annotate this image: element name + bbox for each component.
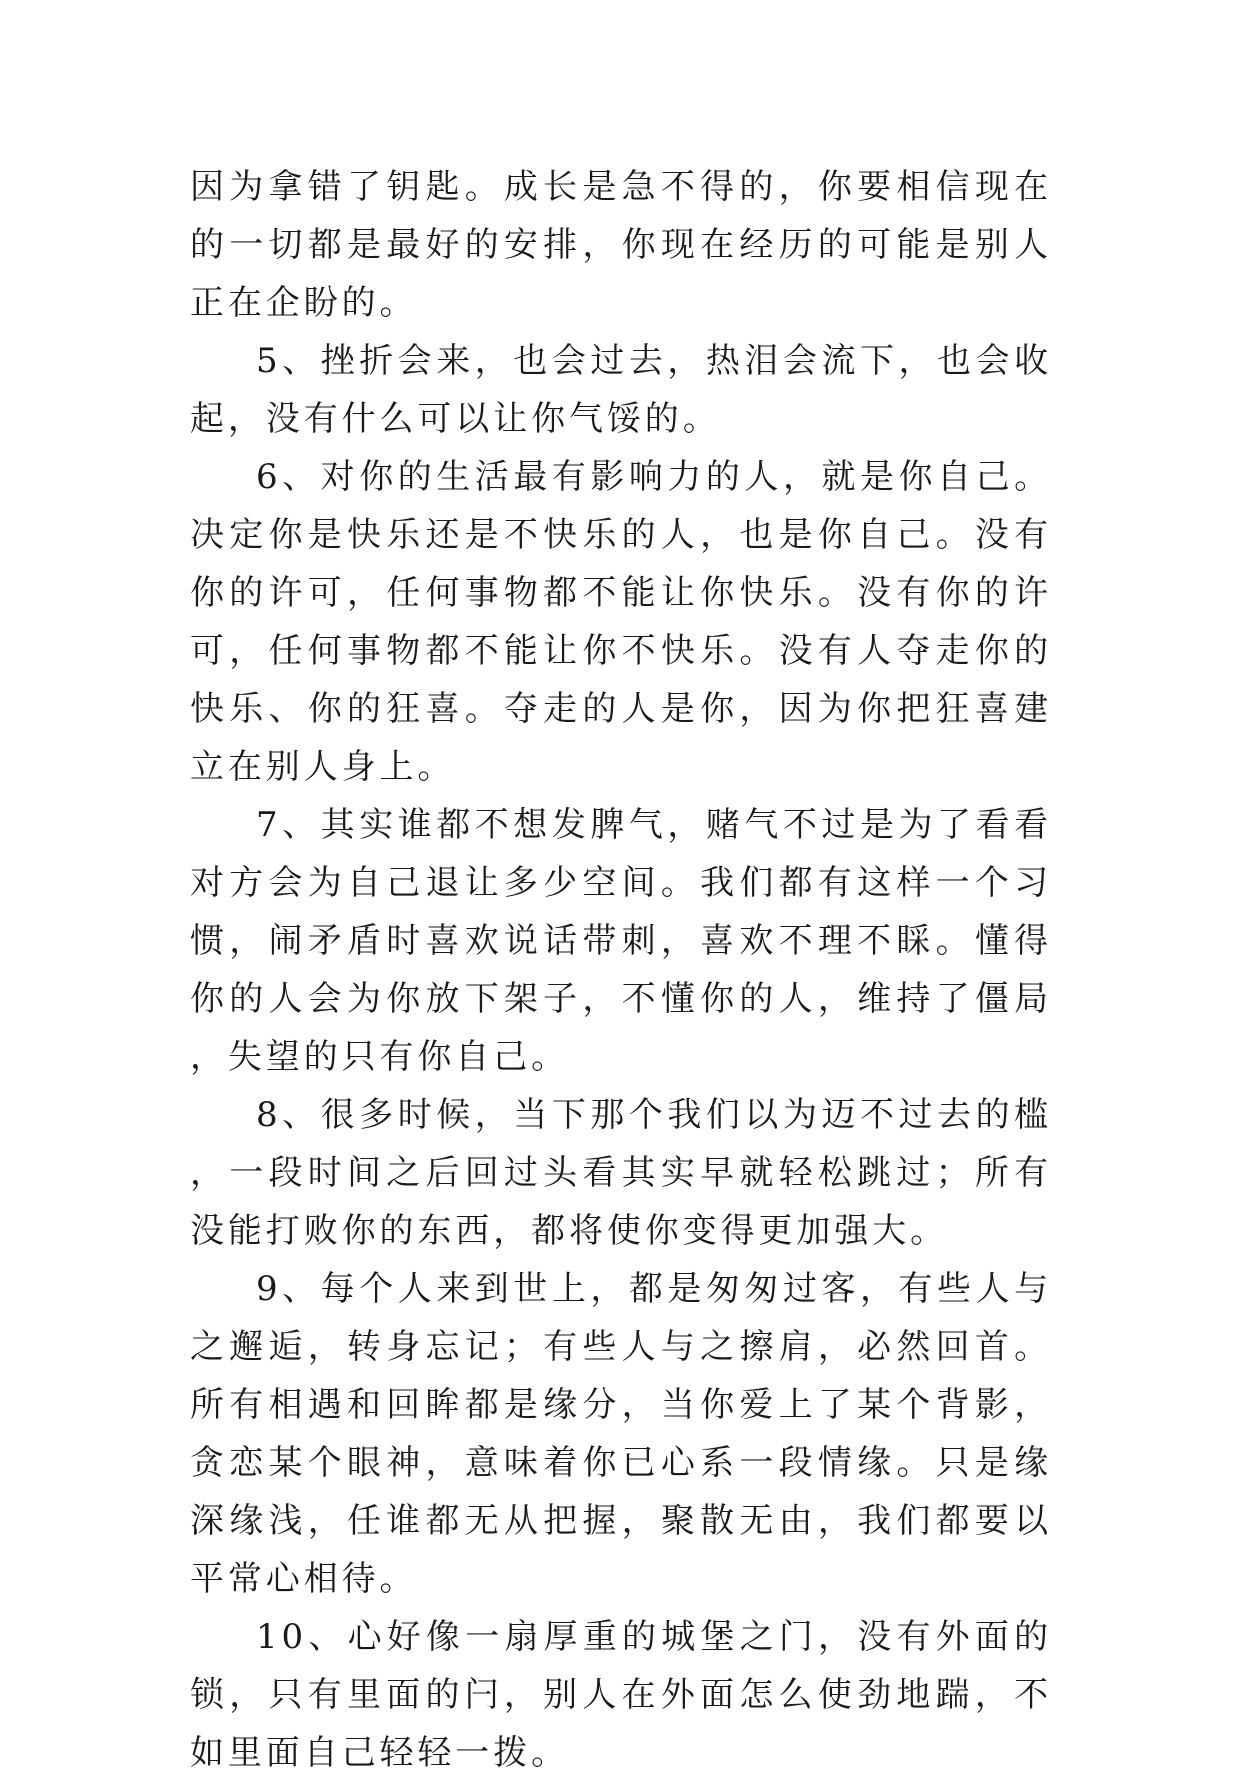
paragraph-7: 7、其实谁都不想发脾气，赌气不过是为了看看对方会为自己退让多少空间。我们都有这样一个习惯，闹矛盾时喜欢说话带刺，喜欢不理不睬。懂得你的人会为你放下架子，不懂你的人，维持了僵局，失望的只有你自己。 <box>190 805 1052 1077</box>
paragraph-5: 5、挫折会来，也会过去，热泪会流下，也会收起，没有什么可以让你气馁的。 <box>190 341 1052 439</box>
paragraph-6: 6、对你的生活最有影响力的人，就是你自己。决定你是快乐还是不快乐的人，也是你自己。没有你的许可，任何事物都不能让你快乐。没有你的许可，任何事物都不能让你不快乐。没有人夺走你的快乐、你的狂喜。夺走的人是你，因为你把狂喜建立在别人身上。 <box>190 457 1052 787</box>
document-body <box>190 158 1052 1782</box>
paragraph-8: 8、很多时候，当下那个我们以为迈不过去的槛，一段时间之后回过头看其实早就轻松跳过；所有没能打败你的东西，都将使你变得更加强大。 <box>190 1095 1052 1251</box>
paragraph-10: 10、心好像一扇厚重的城堡之门，没有外面的锁，只有里面的闩，别人在外面怎么使劲地踹，不如里面自己轻轻一拨。 <box>190 1617 1052 1773</box>
paragraph-continued: 因为拿错了钥匙。成长是急不得的，你要相信现在的一切都是最好的安排，你现在经历的可能是别人正在企盼的。 <box>190 167 1052 323</box>
paragraph-9: 9、每个人来到世上，都是匆匆过客，有些人与之邂逅，转身忘记；有些人与之擦肩，必然回首。所有相遇和回眸都是缘分，当你爱上了某个背影，贪恋某个眼神，意味着你已心系一段情缘。只是缘深缘浅，任谁都无从把握，聚散无由，我们都要以平常心相待。 <box>190 1269 1052 1599</box>
